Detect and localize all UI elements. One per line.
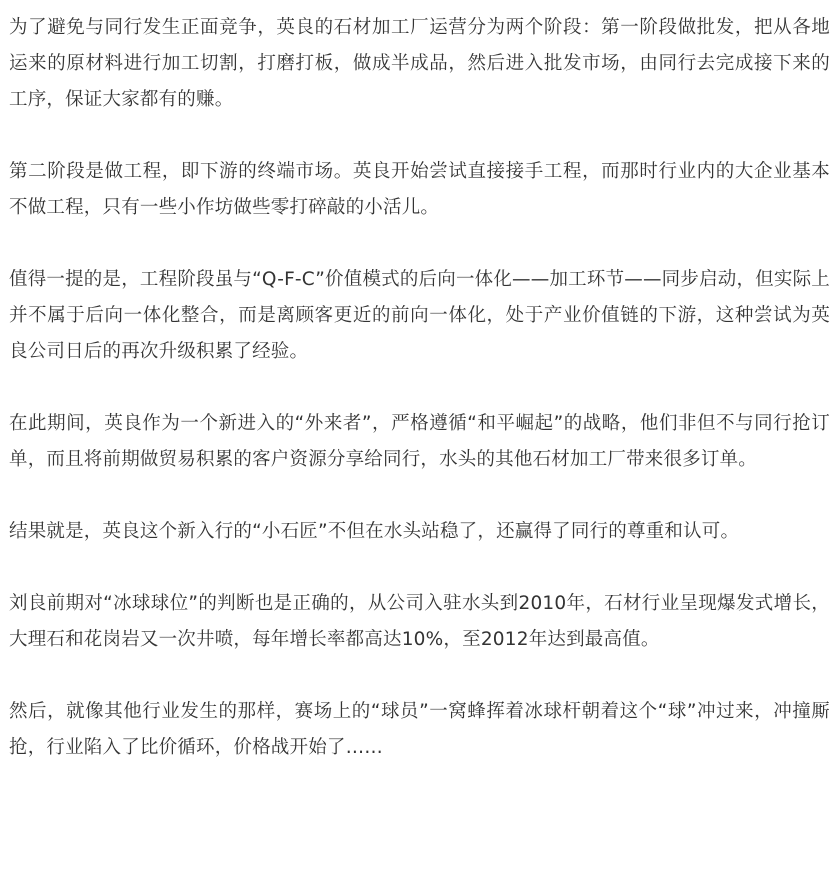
paragraph: 第二阶段是做工程，即下游的终端市场。英良开始尝试直接接手工程，而那时行业内的大企业基本不做工程，只有一些小作坊做些零打碎敲的小活儿。 <box>9 161 830 218</box>
paragraph: 在此期间，英良作为一个新进入的“外来者”，严格遵循“和平崛起”的战略，他们非但不与同行抢订单，而且将前期做贸易积累的客户资源分享给同行，水头的其他石材加工厂带来很多订单。 <box>9 413 830 470</box>
paragraph: 刘良前期对“冰球球位”的判断也是正确的，从公司入驻水头到2010年，石材行业呈现爆发式增长，大理石和花岗岩又一次井喷，每年增长率都高达10%，至2012年达到最高值。 <box>9 593 830 650</box>
paragraph: 结果就是，英良这个新入行的“小石匠”不但在水头站稳了，还赢得了同行的尊重和认可。 <box>9 521 740 542</box>
paragraph: 为了避免与同行发生正面竞争，英良的石材加工厂运营分为两个阶段：第一阶段做批发，把从各地运来的原材料进行加工切割，打磨打板，做成半成品，然后进入批发市场，由同行去完成接下来的工序，保证大家都有的赚。 <box>9 17 830 110</box>
paragraph: 值得一提的是，工程阶段虽与“Q-F-C”价值模式的后向一体化——加工环节——同步启动，但实际上并不属于后向一体化整合，而是离顾客更近的前向一体化，处于产业价值链的下游，这种尝试为英良公司日后的再次升级积累了经验。 <box>9 269 830 362</box>
paragraph: 然后，就像其他行业发生的那样，赛场上的“球员”一窝蜂挥着冰球杆朝着这个“球”冲过来，冲撞厮抢，行业陷入了比价循环，价格战开始了…… <box>9 701 830 758</box>
